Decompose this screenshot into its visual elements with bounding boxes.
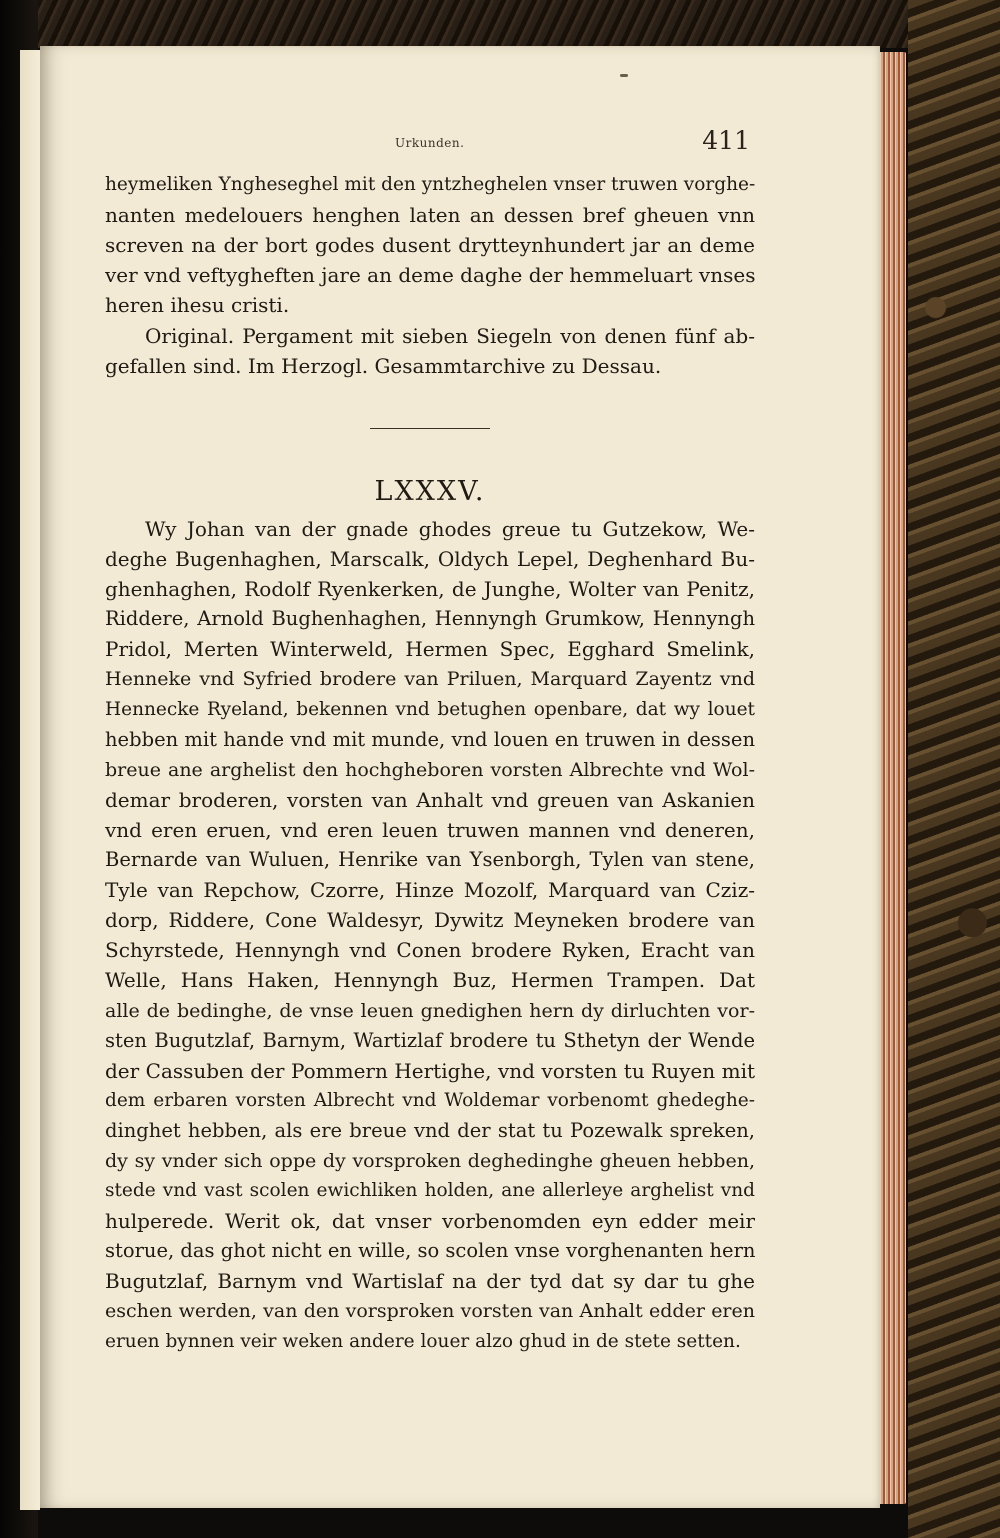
text-line: Hennecke Ryeland, bekennen vnd betughen openbare, dat wy louet: [105, 698, 755, 720]
book-cover-top: [0, 0, 1000, 48]
page-stack-edges: [876, 52, 906, 1504]
text-line: eschen werden, van den vorsproken vorsten van Anhalt edder eren: [105, 1300, 755, 1323]
text-line: breue ane arghelist den hochgheboren vorsten Albrechte vnd Wol-: [105, 758, 755, 781]
text-line: deghe Bugenhaghen, Marscalk, Oldych Lepel, Deghenhard Bu-: [105, 547, 755, 572]
source-note: [105, 321, 755, 381]
body-paragraph: [105, 514, 755, 1357]
text-line: Original. Pergament mit sieben Siegeln von denen fünf ab-: [145, 324, 755, 348]
text-line: sten Bugutzlaf, Barnym, Wartizlaf brodere tu Sthetyn der Wende: [105, 1028, 755, 1052]
text-line: Schyrstede, Hennyngh vnd Conen brodere Ryken, Eracht van: [105, 938, 755, 963]
text-line: dorp, Riddere, Cone Waldesyr, Dywitz Meyneken brodere van: [105, 908, 755, 933]
text-line: gefallen sind. Im Herzogl. Gesammtarchive zu Dessau.: [105, 354, 662, 379]
text-line: alle de bedinghe, de vnse leuen gnedighen hern dy dirluchten vor-: [105, 999, 755, 1022]
text-line: Tyle van Repchow, Czorre, Hinze Mozolf, Marquard van Cziz-: [105, 878, 755, 903]
facing-page-edge: [20, 50, 40, 1510]
text-line: Wy Johan van der gnade ghodes greue tu Gutzekow, We-: [145, 517, 755, 541]
text-line: eruen bynnen veir weken andere louer alzo ghud in de stete setten.: [105, 1330, 741, 1352]
ink-mark: [620, 74, 628, 77]
text-line: dem erbaren vorsten Albrecht vnd Woldemar vorbenomt ghedeghe-: [105, 1089, 755, 1111]
document-number: LXXXV.: [374, 476, 486, 507]
text-line: Riddere, Arnold Bughenhaghen, Hennyngh Grumkow, Hennyngh: [105, 607, 755, 631]
text-line: screven na der bort godes dusent drytteynhundert jar an deme: [105, 233, 755, 258]
text-line: nanten medelouers henghen laten an dessen bref gheuen vnn: [105, 203, 755, 228]
text-line: dy sy vnder sich oppe dy vorsproken deghedinghe gheuen hebben,: [105, 1149, 755, 1172]
page-number: 411: [702, 126, 750, 155]
text-line: demar broderen, vorsten van Anhalt vnd greuen van Askanien: [105, 787, 755, 812]
text-line: ver vnd veftygheften jare an deme daghe der hemmeluart vnses: [105, 263, 755, 288]
text-line: Henneke vnd Syfried brodere van Priluen, Marquard Zayentz vnd: [105, 668, 755, 691]
text-line: vnd eren eruen, vnd eren leuen truwen mannen vnd deneren,: [105, 817, 755, 842]
text-line: stede vnd vast scolen ewichliken holden, ane allerleye arghelist vnd: [105, 1180, 755, 1202]
text-line: storue, das ghot nicht en wille, so scolen vnse vorghenanten hern: [105, 1239, 755, 1263]
text-line: Welle, Hans Haken, Hennyngh Buz, Hermen Trampen. Dat: [105, 968, 755, 993]
section-divider: [370, 428, 490, 429]
text-line: Bernarde van Wuluen, Henrike van Ysenborgh, Tylen van stene,: [105, 848, 755, 872]
text-line: Bugutzlaf, Barnym vnd Wartislaf na der tyd dat sy dar tu ghe: [105, 1269, 755, 1294]
text-line: heren ihesu cristi.: [105, 293, 290, 318]
text-line: Pridol, Merten Winterweld, Hermen Spec, Egghard Smelink,: [105, 637, 755, 662]
text-line: hebben mit hande vnd mit munde, vnd louen en truwen in dessen: [105, 727, 755, 751]
text-line: heymeliken Yngheseghel mit den yntzheghelen vnser truwen vorghe-: [105, 174, 755, 195]
intro-paragraph: [105, 170, 755, 320]
book-cover-right: [908, 0, 1000, 1538]
text-line: ghenhaghen, Rodolf Ryenkerken, de Junghe, Wolter van Penitz,: [105, 577, 755, 602]
text-line: der Cassuben der Pommern Hertighe, vnd vorsten tu Ruyen mit: [105, 1058, 755, 1083]
text-line: hulperede. Werit ok, dat vnser vorbenomden eyn edder meir: [105, 1209, 755, 1234]
running-title: Urkunden.: [395, 136, 465, 150]
text-line: dinghet hebben, als ere breue vnd der stat tu Pozewalk spreken,: [105, 1118, 755, 1142]
